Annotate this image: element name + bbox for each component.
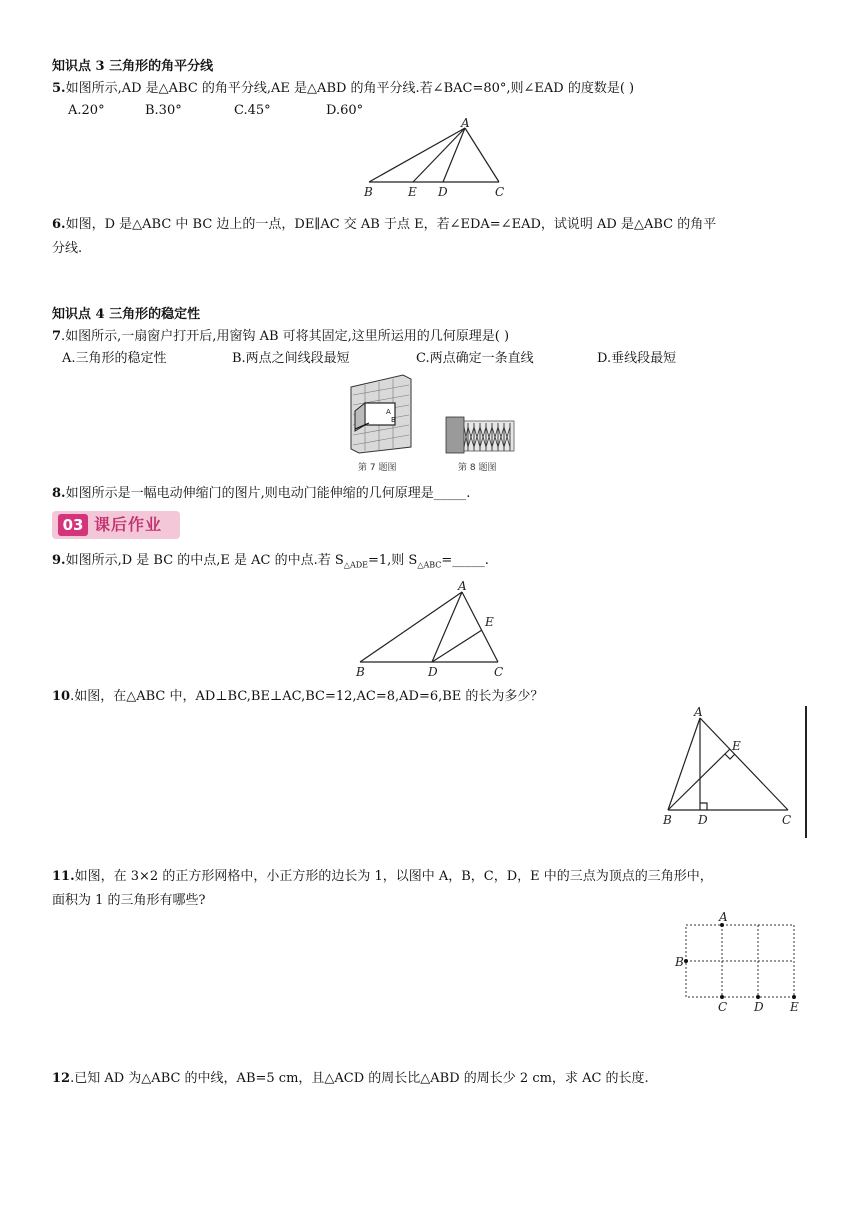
question-8-text: 如图所示是一幅电动伸缩门的图片,则电动门能伸缩的几何原理是_____. <box>65 486 471 501</box>
section-3-title: 知识点 3 三角形的角平分线 <box>52 59 214 74</box>
question-11-text-2: 面积为 1 的三角形有哪些? <box>52 893 206 908</box>
question-7-options <box>62 350 702 368</box>
q9-subscript-abc: △ABC <box>417 560 442 570</box>
q5-option-d: D.60° <box>326 103 364 118</box>
question-6-number: 6. <box>52 217 66 232</box>
q5-label-e: E <box>408 185 417 199</box>
question-8 <box>52 485 470 503</box>
figure-q11-grid <box>668 910 813 1018</box>
q7-option-d: D.垂线段最短 <box>597 351 677 366</box>
question-9-text-b: =1,则 S <box>367 553 418 568</box>
question-9-number: 9. <box>52 553 66 568</box>
q7-label-b: B <box>391 416 396 424</box>
q7-option-a: A.三角形的稳定性 <box>62 351 167 366</box>
question-5 <box>52 80 634 98</box>
q10-label-a: A <box>694 705 703 719</box>
q5-label-a: A <box>461 118 470 130</box>
question-10-text: .如图，在△ABC 中，AD⊥BC,BE⊥AC,BC=12,AC=8,AD=6,BE 的长为多少？ <box>70 689 544 704</box>
question-6-line-1 <box>52 216 716 234</box>
q9-label-d: D <box>428 665 438 679</box>
question-10-number: 10 <box>52 689 71 704</box>
q11-label-e: E <box>790 1000 799 1014</box>
question-7-text: .如图所示,一扇窗户打开后,用窗钩 AB 可将其固定,这里所运用的几何原理是( ) <box>61 329 510 344</box>
q5-label-c: C <box>495 185 505 199</box>
question-10 <box>52 688 543 706</box>
figure-q8-gate <box>444 413 516 457</box>
question-5-text: 如图所示,AD 是△ABC 的角平分线,AE 是△ABD 的角平分线.若∠BAC=80°,则∠EAD 的度数是( ) <box>65 81 635 96</box>
q5-option-a: A.20° <box>68 103 105 118</box>
figure-q7-window <box>345 373 415 455</box>
caption-figure-8: 第 8 题图 <box>458 463 497 473</box>
question-6-text-1: 如图，D 是△ABC 中 BC 边上的一点，DE∥AC 交 AB 于点 E，若∠EDA=∠EAD，试说明 AD 是△ABC 的角平 <box>65 217 717 232</box>
question-7-number: 7 <box>52 329 62 344</box>
q7-label-a: A <box>386 408 391 416</box>
q5-option-c: C.45° <box>234 103 271 118</box>
q10-label-e: E <box>732 739 741 753</box>
question-12 <box>52 1070 649 1088</box>
question-7 <box>52 328 509 346</box>
q9-label-b: B <box>356 665 365 679</box>
section-4-title: 知识点 4 三角形的稳定性 <box>52 307 201 322</box>
q10-label-b: B <box>663 813 672 827</box>
question-5-number: 5. <box>52 81 66 96</box>
question-8-number: 8. <box>52 486 66 501</box>
q7-option-c: C.两点确定一条直线 <box>416 351 534 366</box>
q9-subscript-ade: △ADE <box>343 560 368 570</box>
homework-badge <box>52 511 180 539</box>
question-11-text-1: 如图，在 3×2 的正方形网格中，小正方形的边长为 1，以图中 A，B，C，D，E 中的三点为顶点的三角形中， <box>74 869 713 884</box>
question-6-text-2: 分线. <box>52 241 83 256</box>
q9-label-c: C <box>494 665 504 679</box>
question-9-text-a: 如图所示,D 是 BC 的中点,E 是 AC 的中点.若 S <box>65 553 344 568</box>
page-edge-line <box>805 706 807 838</box>
figure-q5-triangle <box>355 118 515 200</box>
q5-option-b: B.30° <box>145 103 182 118</box>
q7-option-b: B.两点之间线段最短 <box>232 351 350 366</box>
homework-number: 03 <box>58 514 88 536</box>
question-9-text-c: =_____. <box>441 553 489 568</box>
q11-label-b: B <box>675 955 684 969</box>
q11-label-a: A <box>719 910 728 924</box>
question-9 <box>52 552 489 575</box>
figure-q10-triangle <box>658 702 798 832</box>
q9-label-a: A <box>458 580 467 593</box>
question-12-text: .已知 AD 为△ABC 的中线，AB=5 cm，且△ACD 的周长比△ABD 的周长少 2 cm，求 AC 的长度. <box>70 1071 649 1086</box>
q11-label-c: C <box>718 1000 728 1014</box>
figure-q9-triangle <box>350 580 520 680</box>
q9-label-e: E <box>485 615 494 629</box>
question-11-line-1 <box>52 868 713 886</box>
caption-figure-7: 第 7 题图 <box>358 463 397 473</box>
question-12-number: 12 <box>52 1071 71 1086</box>
q10-label-d: D <box>698 813 708 827</box>
question-11-number: 11. <box>52 869 75 884</box>
q5-label-d: D <box>438 185 448 199</box>
homework-title: 课后作业 <box>94 515 163 534</box>
q10-label-c: C <box>782 813 792 827</box>
q11-label-d: D <box>754 1000 764 1014</box>
q5-label-b: B <box>364 185 373 199</box>
